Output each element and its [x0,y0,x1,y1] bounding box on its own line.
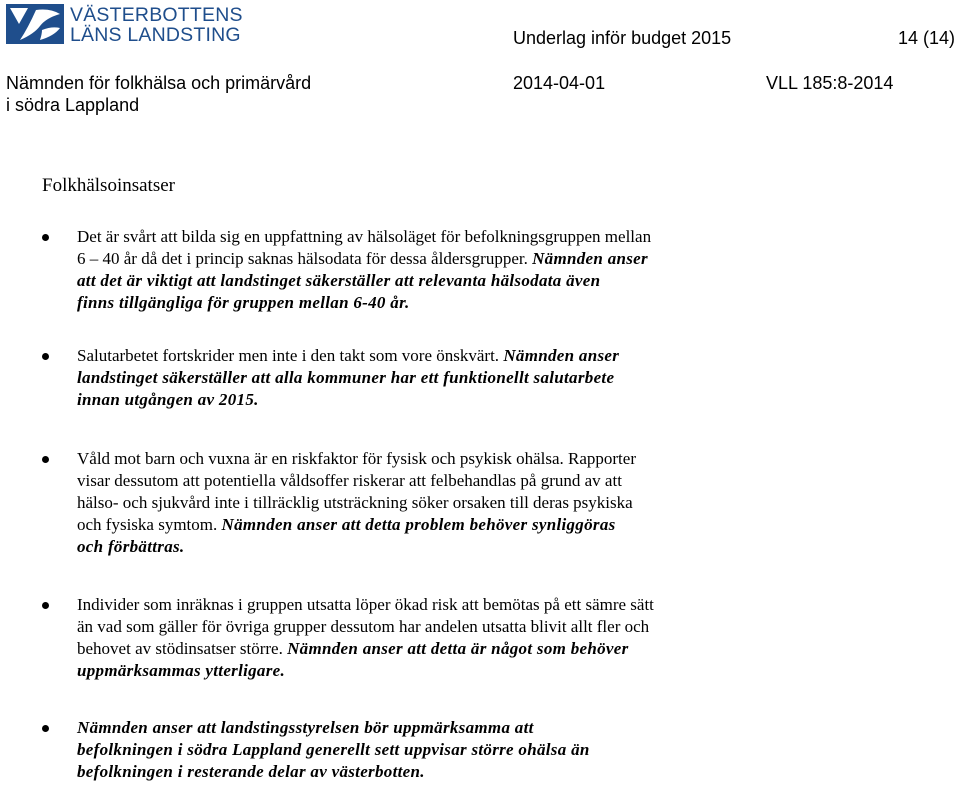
text-line [77,470,777,492]
text-line [77,367,777,389]
document-reference: VLL 185:8-2014 [766,73,894,93]
document-date: 2014-04-01 [513,73,606,93]
bullet-text [77,448,777,558]
body-text: Det är svårt att bilda sig en uppfattning av hälsoläget för befolkningsgruppen mellan [77,227,652,246]
body-text: 6 – 40 år då det i princip saknas hälsodata för dessa åldersgrupper. [77,249,533,268]
body-text: Våld mot barn och vuxna är en riskfaktor för fysisk och psykisk ohälsa. Rapporter [77,449,636,468]
bullet-icon [42,353,49,360]
text-line [77,492,777,514]
text-line [77,292,777,314]
emphasized-text: Nämnden anser [532,249,648,268]
emphasized-text: befolkningen i södra Lappland generellt sett uppvisar större ohälsa än [77,740,590,759]
page-number: 14 (14) [898,28,956,48]
emphasized-text: Nämnden anser att detta problem behöver synliggöras [221,515,616,534]
body-text: Individer som inräknas i gruppen utsatta löper ökad risk att bemötas på ett sämre sätt [77,595,654,614]
body-text: än vad som gäller för övriga grupper dessutom har andelen utsatta blivit allt fler och [77,617,650,636]
text-line [77,389,777,411]
emphasized-text: innan utgången av 2015. [77,390,259,409]
bullet-icon [42,234,49,241]
section-heading: Folkhälsoinsatser [42,175,175,196]
bullet-icon [42,602,49,609]
emphasized-text: Nämnden anser [503,346,620,365]
bullet-text [77,345,777,411]
bullet-text [77,226,777,314]
emphasized-text: och förbättras. [77,537,185,556]
document-title: Underlag inför budget 2015 [513,28,732,48]
text-line [77,638,777,660]
bullet-icon [42,725,49,732]
text-line [77,514,777,536]
text-line [77,345,777,367]
text-line [77,739,777,761]
emphasized-text: Nämnden anser att landstingsstyrelsen bör uppmärksamma att [77,718,534,737]
body-text: behovet av stödinsatser större. [77,639,288,658]
logo-mark-icon [6,4,64,44]
emphasized-text: landstinget säkerställer att alla kommuner har ett funktionellt salutarbete [77,368,615,387]
committee-name-line1: Nämnden för folkhälsa och primärvård [6,73,312,93]
text-line [77,594,777,616]
bullet-text [77,594,777,682]
logo-text-line2: LÄNS LANDSTING [70,24,241,46]
body-text: visar dessutom att potentiella våldsoffer riskerar att felbehandlas på grund av att [77,471,622,490]
text-line [77,717,777,739]
text-line [77,616,777,638]
organization-logo [6,4,256,46]
bullet-text [77,717,777,783]
body-text: Salutarbetet fortskrider men inte i den takt som vore önskvärt. [77,346,504,365]
emphasized-text: befolkningen i resterande delar av västerbotten. [77,762,425,781]
body-text: hälso- och sjukvård inte i tillräcklig utsträckning söker orsaken till deras psykiska [77,493,633,512]
text-line [77,761,777,783]
committee-name-line2: i södra Lappland [6,95,140,115]
text-line [77,270,777,292]
body-text: och fysiska symtom. [77,515,222,534]
text-line [77,660,777,682]
text-line [77,536,777,558]
text-line [77,248,777,270]
emphasized-text: finns tillgängliga för gruppen mellan 6-40 år. [77,293,410,312]
emphasized-text: att det är viktigt att landstinget säkerställer att relevanta hälsodata även [77,271,601,290]
logo-text-line1: VÄSTERBOTTENS [70,4,243,26]
text-line [77,226,777,248]
text-line [77,448,777,470]
emphasized-text: uppmärksammas ytterligare. [77,661,286,680]
emphasized-text: Nämnden anser att detta är något som behöver [287,639,629,658]
bullet-icon [42,456,49,463]
